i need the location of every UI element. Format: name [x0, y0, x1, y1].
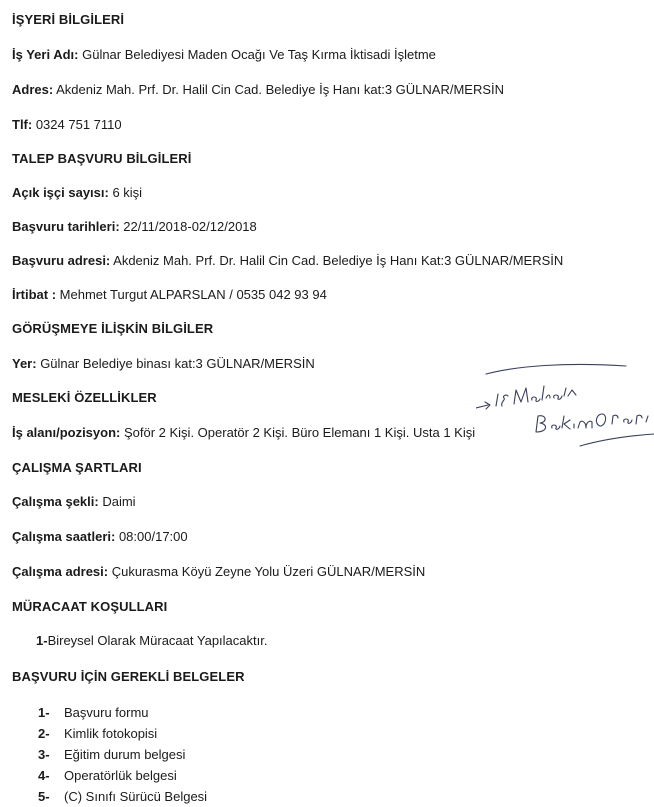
employer-phone-row — [12, 117, 122, 133]
work-address-label: Çalışma adresi: — [12, 564, 109, 579]
documents-heading: BAŞVURU İÇİN GEREKLİ BELGELER — [12, 669, 245, 684]
work-type-label: Çalışma şekli: — [12, 494, 99, 509]
positions-row — [12, 425, 475, 441]
conditions-heading: ÇALIŞMA ŞARTLARI — [12, 460, 142, 475]
application-address-label: Başvuru adresi: — [12, 253, 111, 268]
document-item-number: 4- — [38, 768, 50, 783]
application-dates-label: Başvuru tarihleri: — [12, 219, 120, 234]
interview-heading: GÖRÜŞMEYE İLİŞKİN BİLGİLER — [12, 321, 214, 336]
handwritten-note — [476, 352, 654, 448]
document-item — [38, 768, 177, 784]
work-hours-row — [12, 529, 188, 545]
employer-phone-value: 0324 751 7110 — [32, 117, 122, 132]
employer-phone-label: Tlf: — [12, 117, 33, 132]
work-hours-label: Çalışma saatleri: — [12, 529, 116, 544]
document-item-number: 3- — [38, 747, 50, 762]
work-type-row — [12, 494, 136, 510]
employer-address-value: Akdeniz Mah. Prf. Dr. Halil Cin Cad. Belediye İş Hanı kat:3 GÜLNAR/MERSİN — [53, 82, 505, 97]
application-address-value: Akdeniz Mah. Prf. Dr. Halil Cin Cad. Belediye İş Hanı Kat:3 GÜLNAR/MERSİN — [110, 253, 564, 268]
contact-value: Mehmet Turgut ALPARSLAN / 0535 042 93 94 — [56, 287, 327, 302]
document-item — [38, 789, 207, 805]
work-address-row — [12, 564, 425, 580]
contact-label: İrtibat : — [12, 287, 57, 302]
openings-label: Açık işçi sayısı: — [12, 185, 109, 200]
work-type-value: Daimi — [98, 494, 136, 509]
employer-name-value: Gülnar Belediyesi Maden Ocağı Ve Taş Kırma İktisadi İşletme — [78, 47, 436, 62]
employer-address-label: Adres: — [12, 82, 54, 97]
document-item-number: 2- — [38, 726, 50, 741]
document-item — [38, 705, 149, 721]
application-dates-value: 22/11/2018-02/12/2018 — [119, 219, 257, 234]
employer-heading: İŞYERİ BİLGİLERİ — [12, 12, 125, 27]
document-item-text: (C) Sınıfı Sürücü Belgesi — [64, 789, 208, 804]
openings-row — [12, 185, 142, 201]
openings-value: 6 kişi — [108, 185, 143, 200]
interview-place-value: Gülnar Belediye binası kat:3 GÜLNAR/MERSİN — [36, 356, 315, 371]
document-item-text: Eğitim durum belgesi — [64, 747, 186, 762]
positions-label: İş alanı/pozisyon: — [12, 425, 121, 440]
terms-item — [36, 633, 267, 649]
employer-address-row — [12, 82, 504, 98]
document-item-text: Operatörlük belgesi — [64, 768, 177, 783]
document-item-text: Kimlik fotokopisi — [64, 726, 158, 741]
positions-value: Şoför 2 Kişi. Operatör 2 Kişi. Büro Elemanı 1 Kişi. Usta 1 Kişi — [120, 425, 476, 440]
document-item-number: 5- — [38, 789, 50, 804]
employer-name-label: İş Yeri Adı: — [12, 47, 79, 62]
document-item-text: Başvuru formu — [64, 705, 149, 720]
work-address-value: Çukurasma Köyü Zeyne Yolu Üzeri GÜLNAR/MERSİN — [108, 564, 426, 579]
document-item — [38, 747, 185, 763]
terms-heading: MÜRACAAT KOŞULLARI — [12, 599, 168, 614]
terms-item-number: 1- — [36, 633, 48, 648]
interview-place-row — [12, 356, 315, 372]
document-item — [38, 726, 157, 742]
work-hours-value: 08:00/17:00 — [115, 529, 188, 544]
application-dates-row — [12, 219, 257, 235]
contact-row — [12, 287, 327, 303]
application-address-row — [12, 253, 563, 269]
professional-heading: MESLEKİ ÖZELLİKLER — [12, 390, 157, 405]
terms-item-text: Bireysel Olarak Müracaat Yapılacaktır. — [47, 633, 268, 648]
employer-name-row — [12, 47, 436, 63]
application-heading: TALEP BAŞVURU BİLGİLERİ — [12, 151, 192, 166]
document-item-number: 1- — [38, 705, 50, 720]
interview-place-label: Yer: — [12, 356, 37, 371]
